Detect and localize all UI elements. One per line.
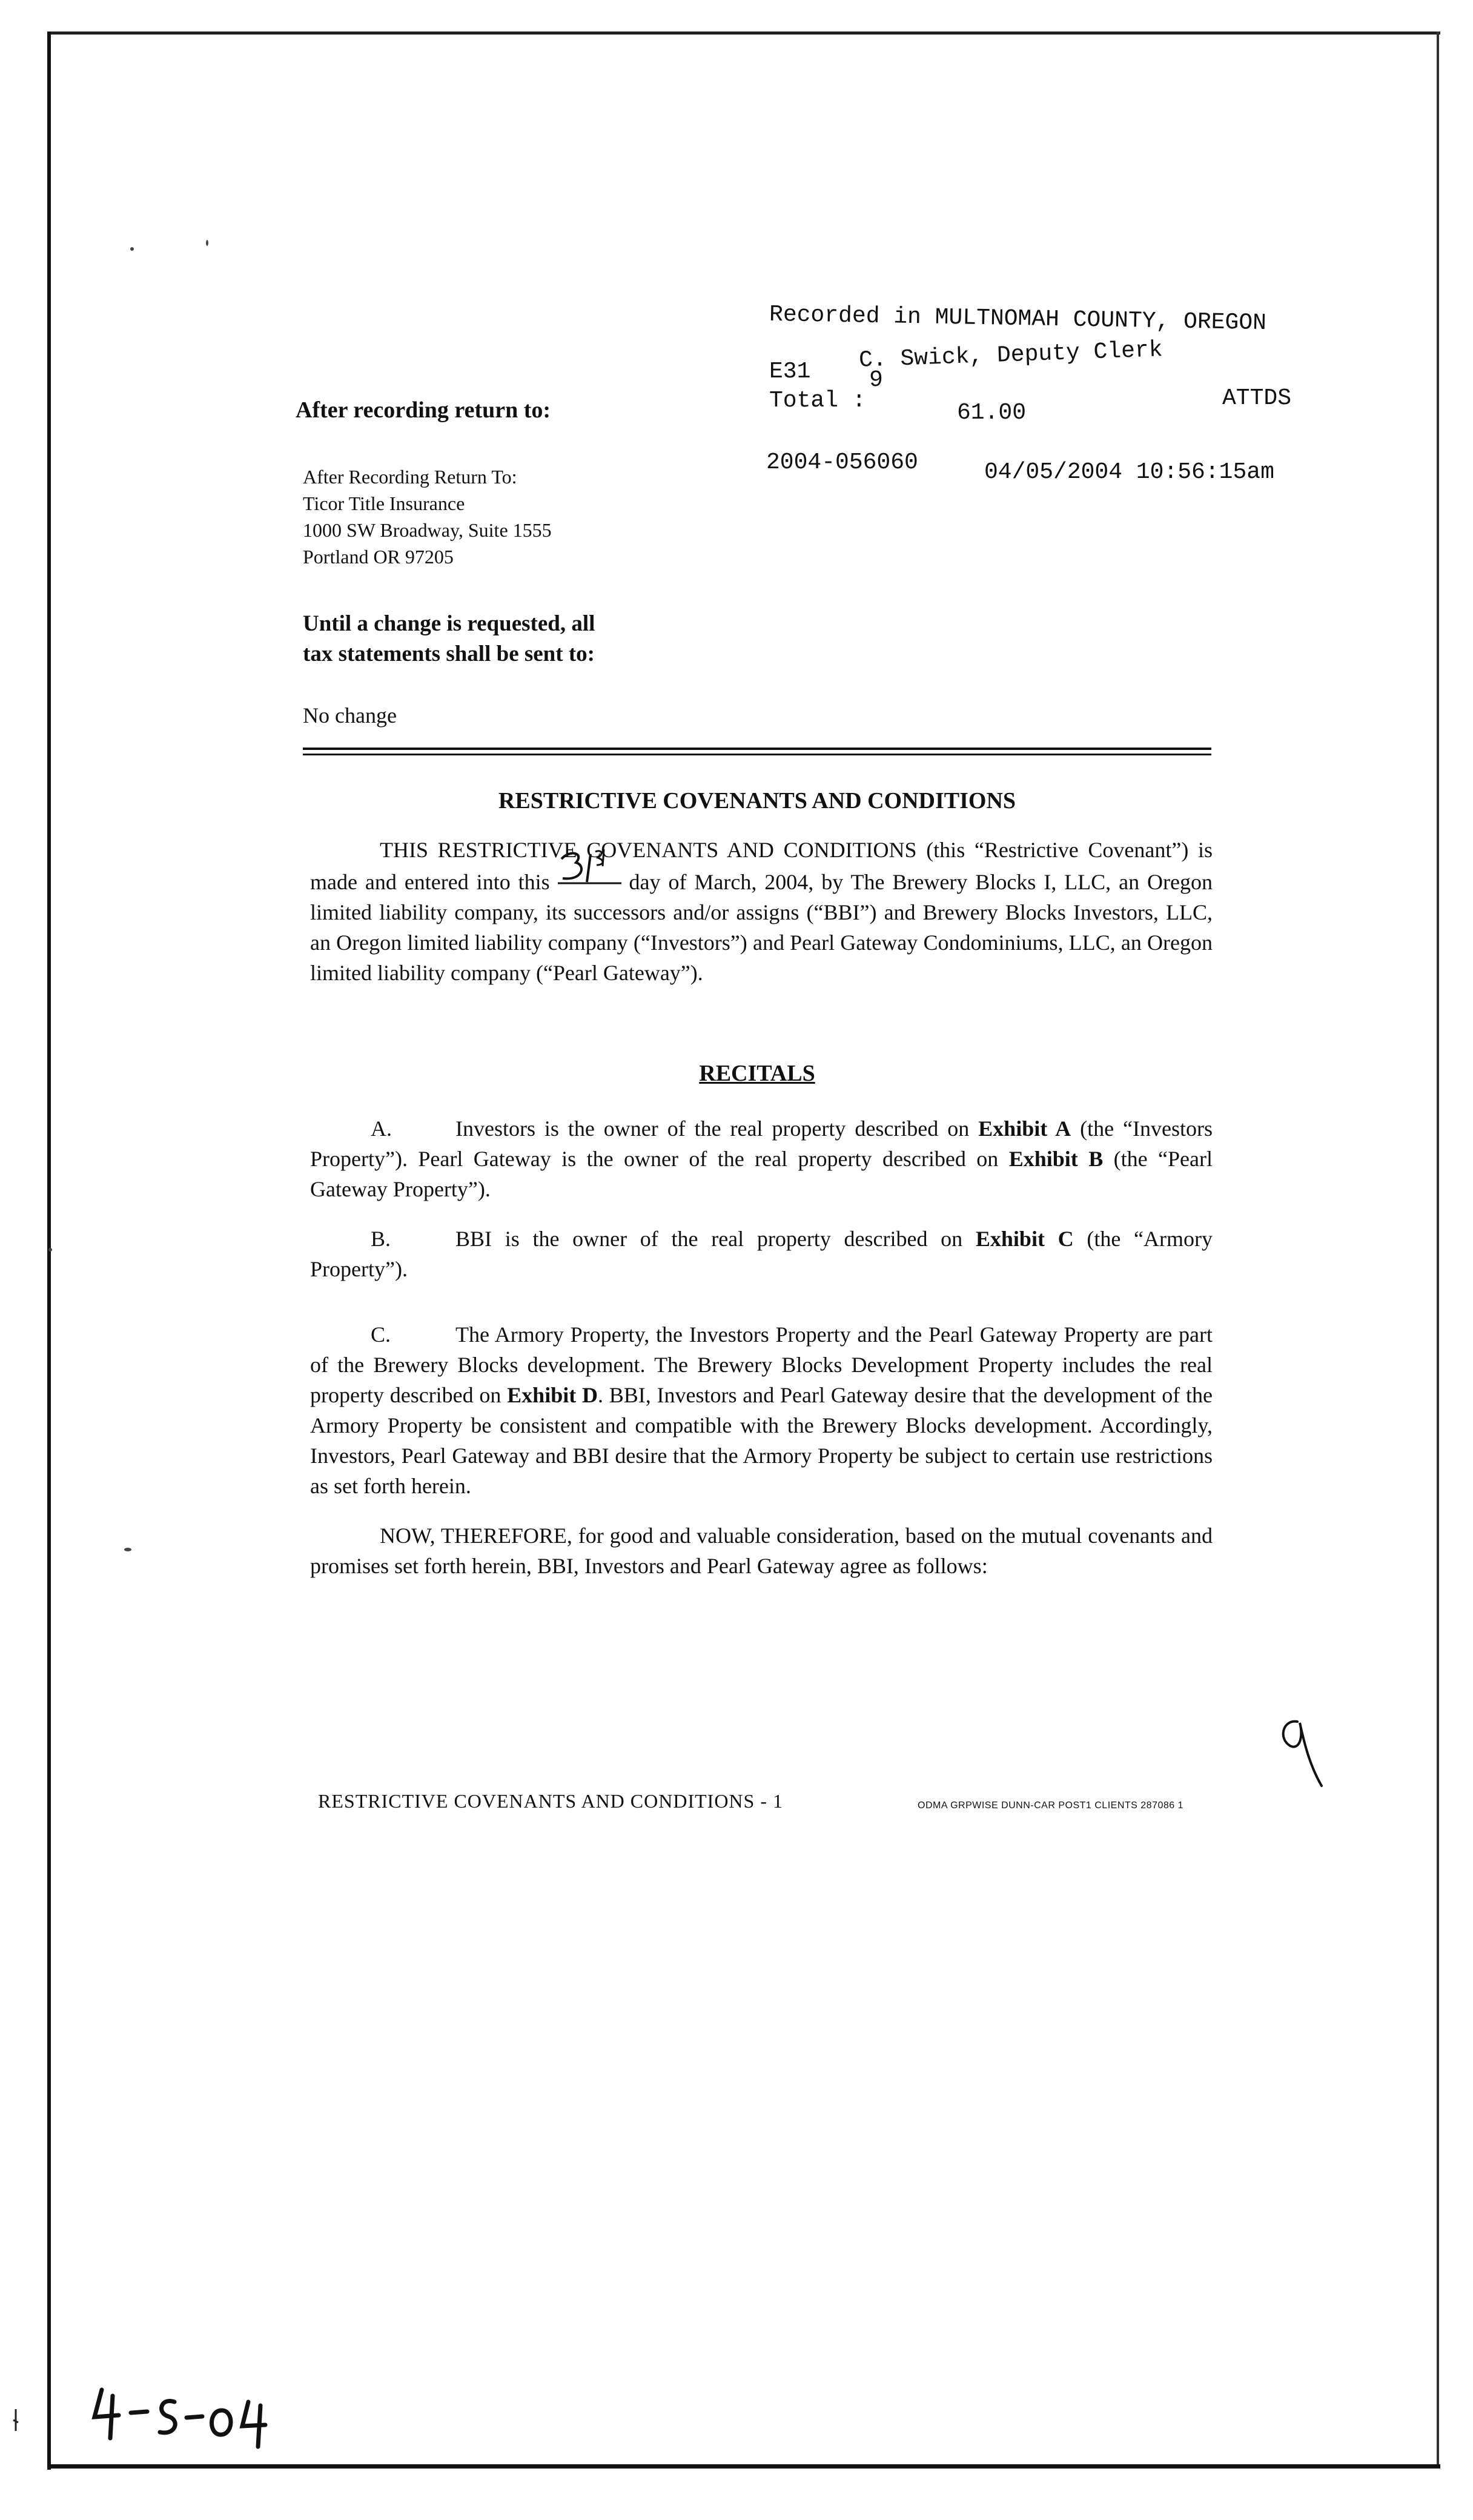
stamp-county-line: Recorded in MULTNOMAH COUNTY, OREGON xyxy=(769,301,1267,337)
exhibit-ref: Exhibit B xyxy=(1008,1147,1104,1171)
return-line: Ticor Title Insurance xyxy=(303,492,465,514)
stamp-total-label: Total : xyxy=(769,388,866,414)
stamp-e31-label: E31 xyxy=(769,359,811,385)
scan-speck xyxy=(124,1548,131,1551)
intro-text: THIS RESTRICTIVE COVENANTS AND CONDITIONS (this “Restrictive Covenant”) is made and entered into this xyxy=(310,838,1213,894)
stamp-clerk: C. Swick, Deputy Clerk xyxy=(858,337,1164,374)
scan-speck xyxy=(206,240,208,246)
intro-text: day of March, 2004, by The Brewery Blocks I, LLC, an Oregon limited liability company, its successors and/or assigns (“BBI”) and Brewery Blocks Investors, LLC, an Oregon limited liability company (“Investors”) and Pearl Gateway Condominiums, LLC, an Oregon limited liability company (“Pearl Gateway”). xyxy=(310,870,1213,985)
stamp-e31-value: 9 xyxy=(869,367,883,393)
recital-text: (the “Pearl Gateway Property”). xyxy=(310,1147,1213,1201)
page-border-right xyxy=(1437,31,1439,2467)
handwritten-day xyxy=(558,865,621,889)
margin-mark xyxy=(12,2408,19,2432)
return-heading: After recording return to: xyxy=(296,397,551,423)
footer-title: RESTRICTIVE COVENANTS AND CONDITIONS - 1 xyxy=(318,1790,783,1812)
exhibit-ref: Exhibit C xyxy=(975,1227,1074,1251)
stamp-total-value: 61.00 xyxy=(957,400,1027,426)
handwritten-date xyxy=(90,2384,290,2450)
return-line: After Recording Return To: xyxy=(303,466,517,488)
stamp-datetime: 04/05/2004 10:56:15am xyxy=(984,459,1274,485)
exhibit-ref: Exhibit D xyxy=(507,1383,598,1407)
recital-text: (the “Investors Property”). Pearl Gateway is the owner of the real property described on xyxy=(310,1116,1213,1171)
stamp-doc-number: 2004-056060 xyxy=(766,449,918,476)
intro-paragraph xyxy=(310,835,1213,988)
footer-doc-id: ODMA GRPWISE DUNN-CAR POST1 CLIENTS 287086 1 xyxy=(918,1800,1183,1811)
divider xyxy=(303,748,1211,750)
page-border-top xyxy=(47,31,1440,35)
recitals-heading: RECITALS xyxy=(699,1061,815,1086)
divider xyxy=(303,754,1211,755)
recital-b xyxy=(310,1224,1213,1284)
recital-letter: A. xyxy=(371,1116,392,1141)
tax-heading xyxy=(303,609,595,669)
recital-a xyxy=(310,1113,1213,1204)
recital-text: The Armory Property, the Investors Property and the Pearl Gateway Property are part of the Brewery Blocks development. The Brewery Blocks Development Property includes the real property described on xyxy=(310,1322,1213,1407)
return-address xyxy=(303,463,552,570)
tax-recipient: No change xyxy=(303,703,397,728)
handwritten-nine-icon xyxy=(1272,1714,1326,1793)
recital-text: . BBI, Investors and Pearl Gateway desire that the development of the Armory Property be consistent and compatible with the Brewery Blocks development. Accordingly, Investors, Pearl Gateway and BBI desire that the Armory Property be subject to certain use restrictions as set forth herein. xyxy=(310,1383,1213,1498)
recital-letter: C. xyxy=(371,1322,391,1347)
scan-speck xyxy=(130,247,134,251)
document-title: RESTRICTIVE COVENANTS AND CONDITIONS xyxy=(498,788,1016,814)
return-line: Portland OR 97205 xyxy=(303,546,454,568)
handwritten-page-number xyxy=(1272,1714,1326,1793)
tax-heading-line: Until a change is requested, all xyxy=(303,611,595,636)
recital-c xyxy=(310,1319,1213,1501)
tax-heading-line: tax statements shall be sent to: xyxy=(303,642,595,666)
page-border-bottom xyxy=(47,2464,1440,2469)
now-therefore-paragraph: NOW, THEREFORE, for good and valuable consideration, based on the mutual covenants and promises set forth herein, BBI, Investors and Pearl Gateway agree as follows: xyxy=(310,1524,1213,1578)
handwritten-date-icon xyxy=(90,2384,290,2450)
return-line: 1000 SW Broadway, Suite 1555 xyxy=(303,519,552,541)
scan-speck xyxy=(48,1248,52,1252)
exhibit-ref: Exhibit A xyxy=(978,1116,1071,1141)
stamp-attds: ATTDS xyxy=(1222,385,1292,411)
recital-text: BBI is the owner of the real property described on xyxy=(455,1227,976,1251)
recital-text: Investors is the owner of the real property described on xyxy=(455,1116,979,1141)
recital-letter: B. xyxy=(371,1227,391,1251)
recital-text: (the “Armory Property”). xyxy=(310,1227,1213,1281)
